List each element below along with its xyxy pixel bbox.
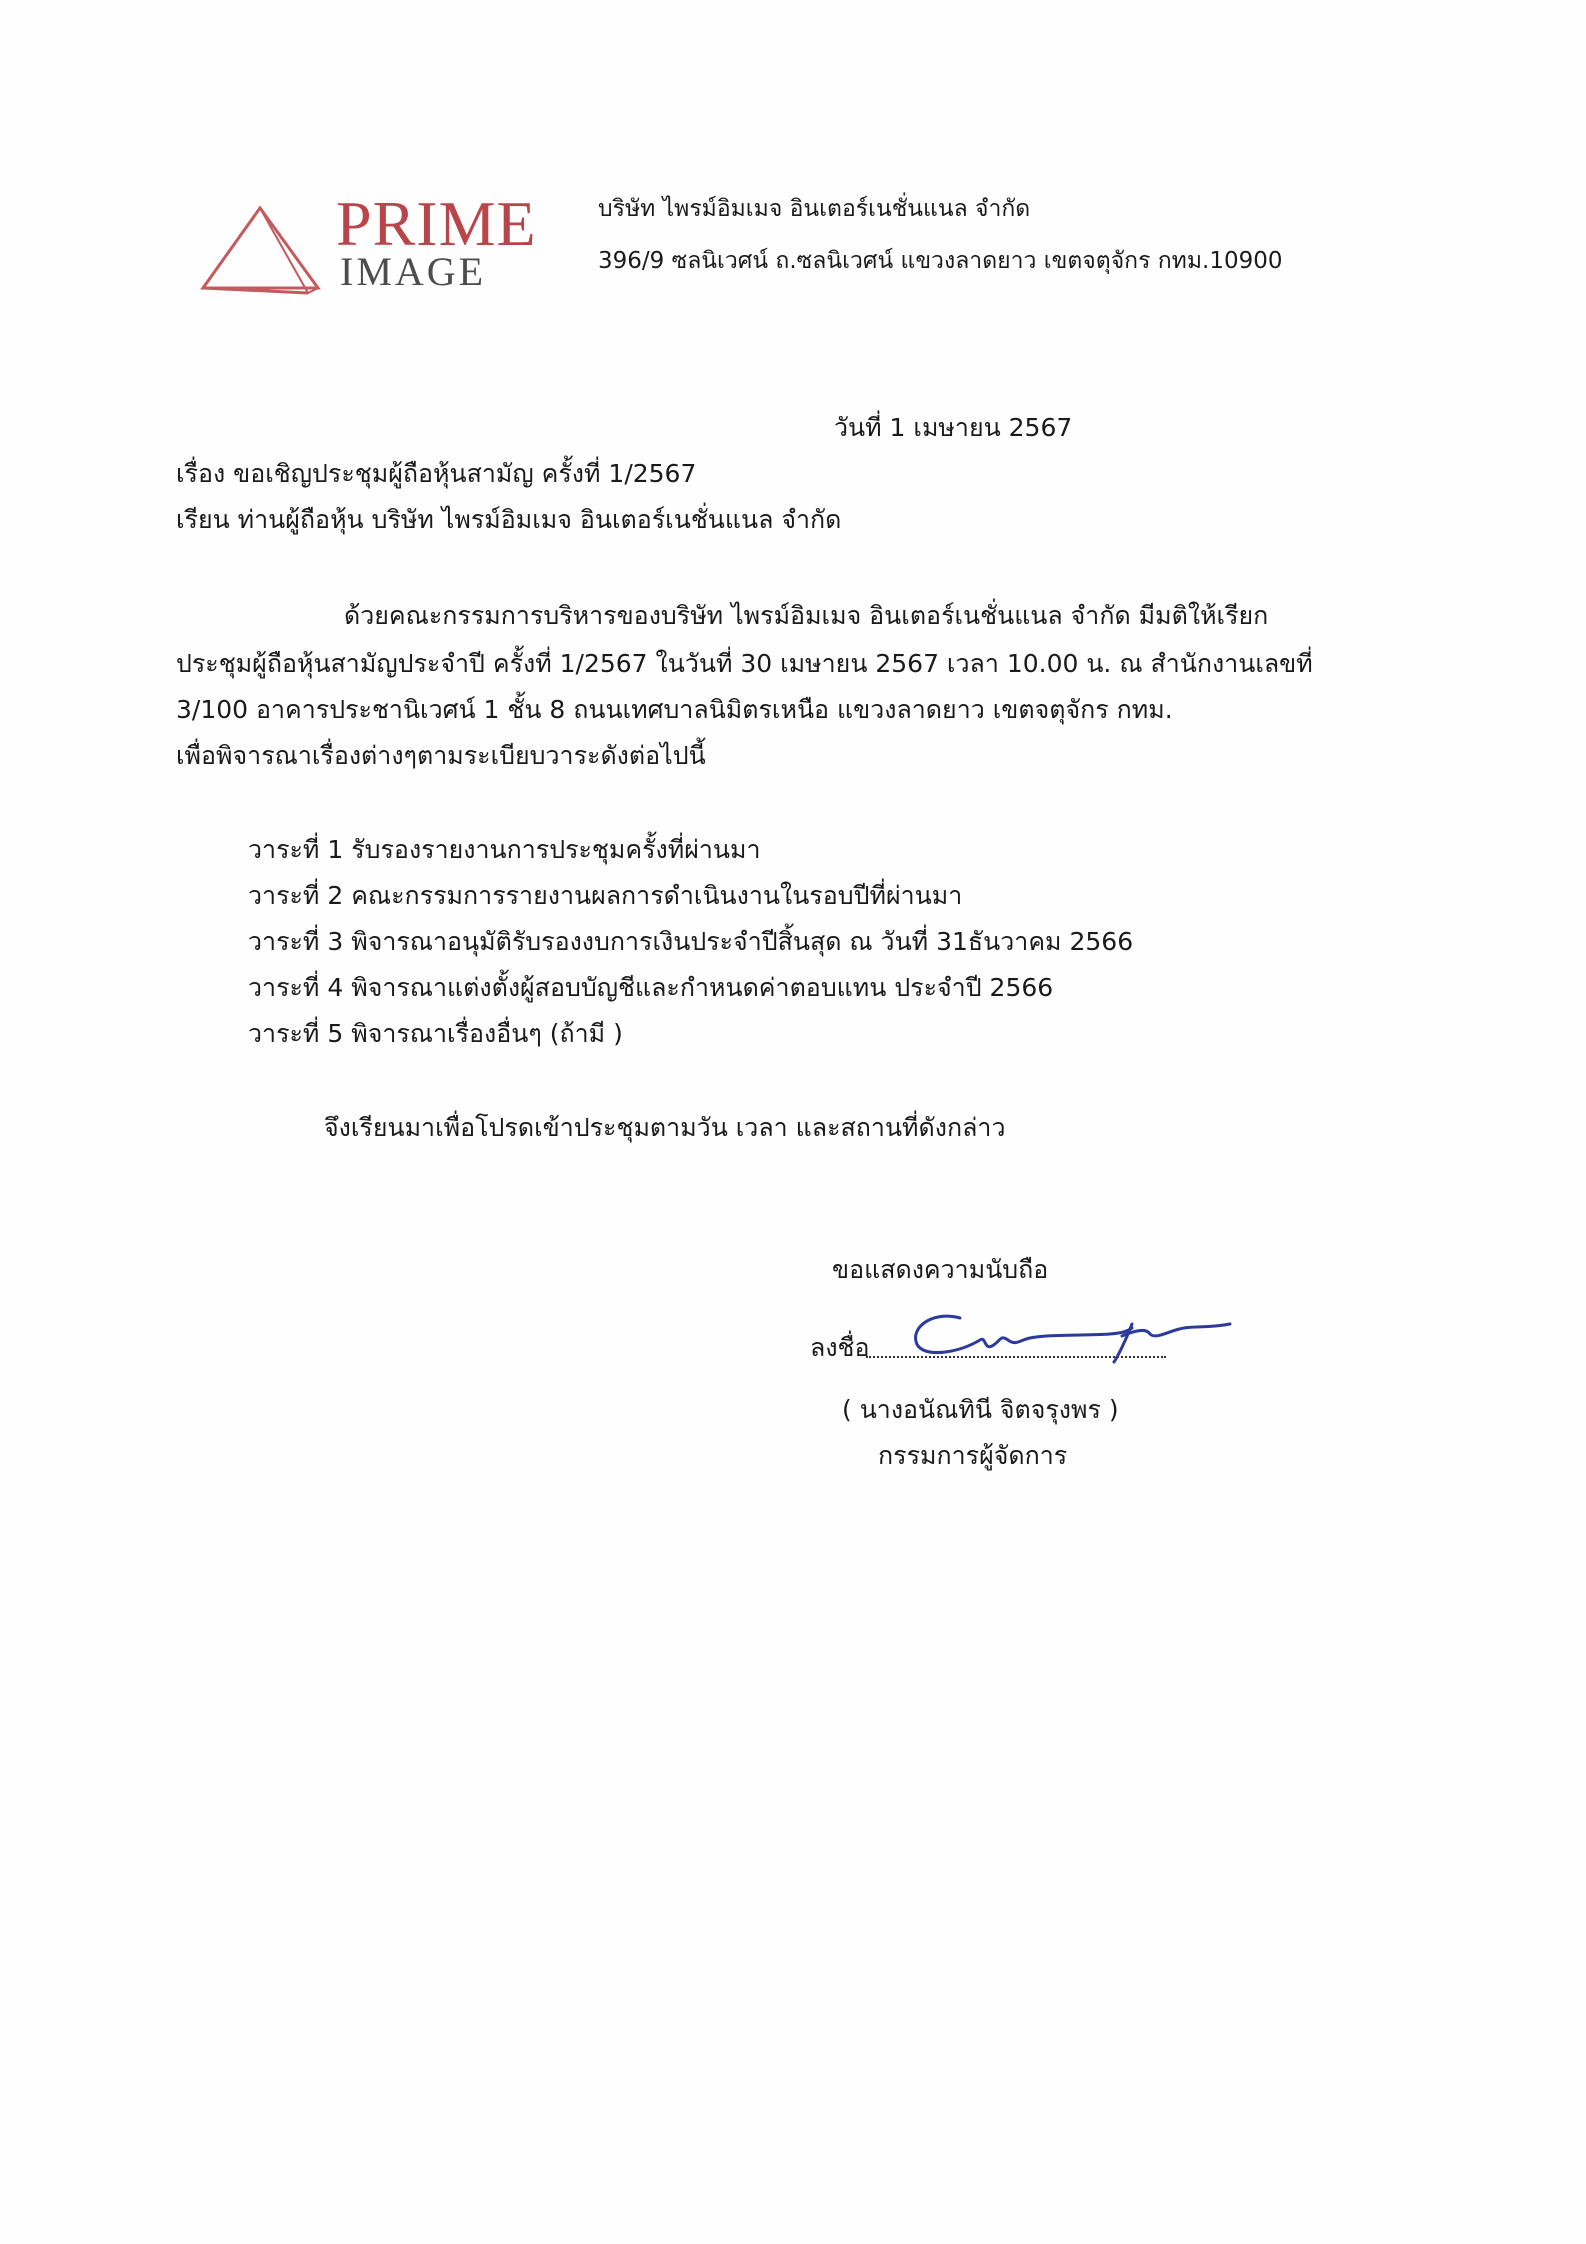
agenda-item: วาระที่ 1 รับรองรายงานการประชุมครั้งที่ผ่านมา — [248, 835, 761, 864]
logo-word-prime: PRIME — [336, 188, 537, 259]
letter-recipient: เรียน ท่านผู้ถือหุ้น บริษัท ไพรม์อิมเมจ อินเตอร์เนชั่นแนล จำกัด — [176, 505, 842, 534]
regards: ขอแสดงความนับถือ — [832, 1255, 1049, 1284]
body-line: เพื่อพิจารณาเรื่องต่างๆตามระเบียบวาระดังต่อไปนี้ — [176, 741, 706, 770]
letter-date: วันที่ 1 เมษายน 2567 — [834, 413, 1073, 442]
logo-word-image: IMAGE — [340, 249, 487, 294]
company-logo — [198, 188, 558, 302]
company-name: บริษัท ไพรม์อิมเมจ อินเตอร์เนชั่นแนล จำกัด — [598, 196, 1031, 222]
signer-name: ( นางอนัณทินี จิตจรุงพร ) — [842, 1395, 1119, 1424]
triangle-logo-icon — [198, 198, 338, 298]
body-line: 3/100 อาคารประชานิเวศน์ 1 ชั้น 8 ถนนเทศบาลนิมิตรเหนือ แขวงลาดยาว เขตจตุจักร กทม. — [176, 695, 1173, 724]
company-address: 396/9 ซลนิเวศน์ ถ.ซลนิเวศน์ แขวงลาดยาว เขตจตุจักร กทม.10900 — [598, 248, 1283, 274]
sign-label: ลงชื่อ — [810, 1333, 870, 1362]
closing-sentence: จึงเรียนมาเพื่อโปรดเข้าประชุมตามวัน เวลา และสถานที่ดังกล่าว — [324, 1113, 1006, 1142]
letter-subject: เรื่อง ขอเชิญประชุมผู้ถือหุ้นสามัญ ครั้งที่ 1/2567 — [176, 459, 697, 488]
agenda-item: วาระที่ 2 คณะกรรมการรายงานผลการดำเนินงานในรอบปีที่ผ่านมา — [248, 881, 963, 910]
body-line: ประชุมผู้ถือหุ้นสามัญประจำปี ครั้งที่ 1/2567 ในวันที่ 30 เมษายน 2567 เวลา 10.00 น. ณ สำนักงานเลขที่ — [176, 649, 1313, 678]
agenda-item: วาระที่ 4 พิจารณาแต่งตั้งผู้สอบบัญชีและกำหนดค่าตอบแทน ประจำปี 2566 — [248, 973, 1054, 1002]
agenda-item: วาระที่ 5 พิจารณาเรื่องอื่นๆ (ถ้ามี ) — [248, 1019, 623, 1048]
signer-title: กรรมการผู้จัดการ — [878, 1441, 1068, 1470]
agenda-item: วาระที่ 3 พิจารณาอนุมัติรับรองงบการเงินประจำปีสิ้นสุด ณ วันที่ 31ธันวาคม 2566 — [248, 927, 1134, 956]
handwritten-signature — [900, 1300, 1240, 1370]
body-line: ด้วยคณะกรรมการบริหารของบริษัท ไพรม์อิมเมจ อินเตอร์เนชั่นแนล จำกัด มีมติให้เรียก — [344, 601, 1269, 630]
